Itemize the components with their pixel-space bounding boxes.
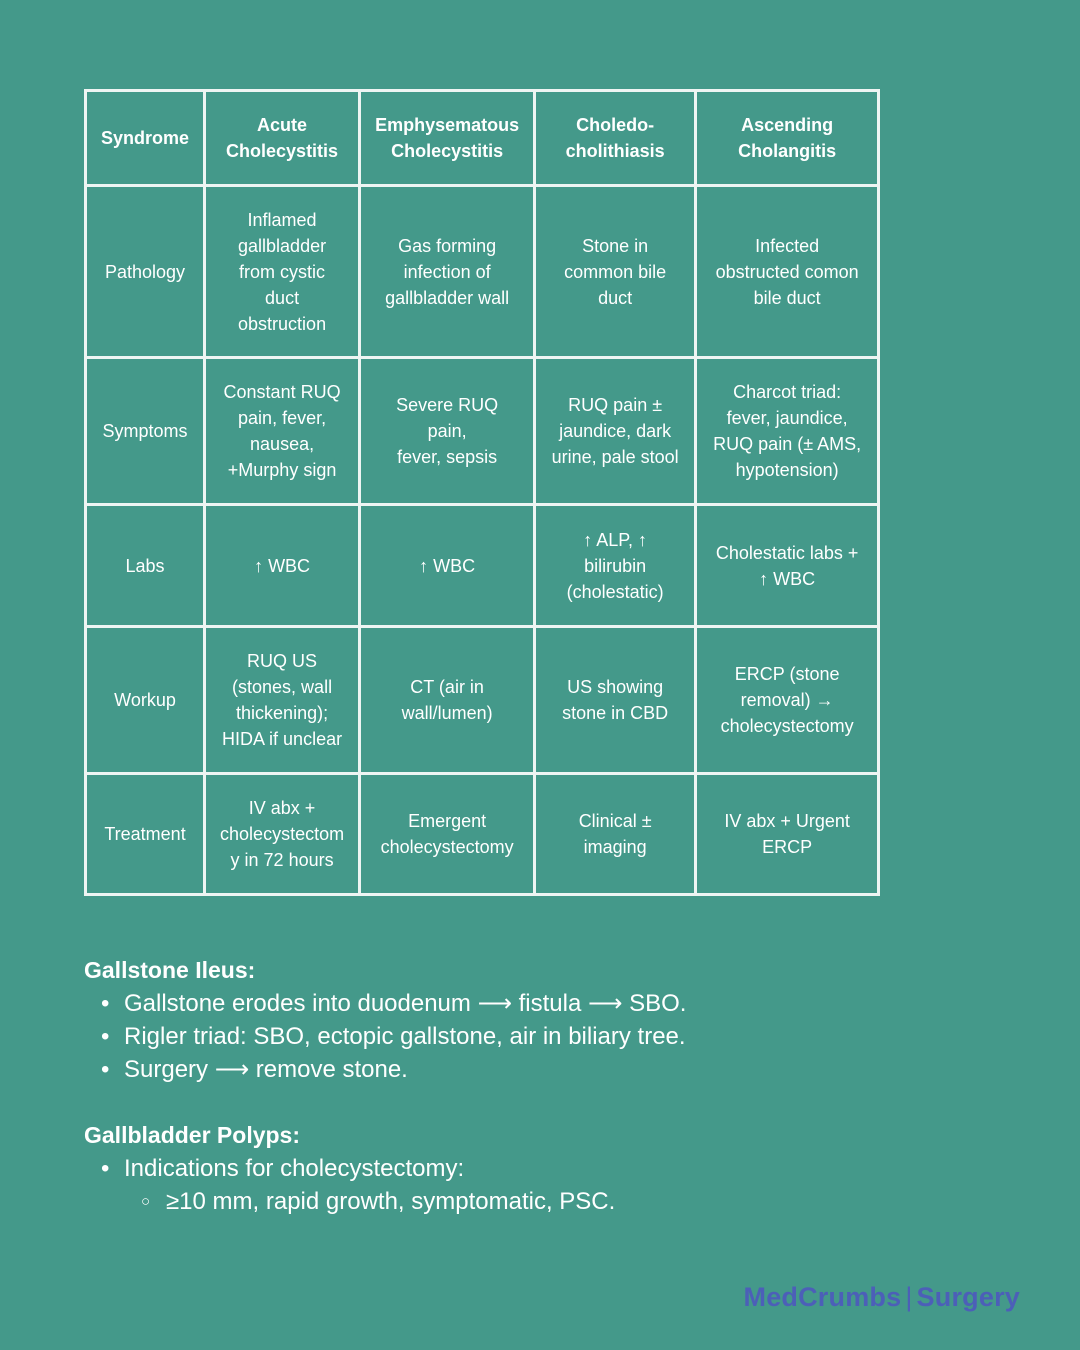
table-cell: RUQ pain ± jaundice, dark urine, pale stool	[535, 358, 696, 505]
header-cell-acute-cholecystitis: Acute Cholecystitis	[205, 91, 360, 186]
list-item: • Gallstone erodes into duodenum ⟶ fistula ⟶ SBO.	[84, 987, 1004, 1020]
gallbladder-polyps-title: Gallbladder Polyps:	[84, 1122, 300, 1148]
table-cell: Emergent cholecystectomy	[360, 774, 535, 895]
table-cell: Gas forming infection of gallbladder wall	[360, 186, 535, 358]
row-label: Symptoms	[86, 358, 205, 505]
gallstone-ileus-list	[84, 987, 1004, 1086]
brand-section: Surgery	[916, 1282, 1020, 1312]
row-label: Labs	[86, 505, 205, 627]
table-cell: ↑ WBC	[205, 505, 360, 627]
table-cell: ↑ ALP, ↑ bilirubin (cholestatic)	[535, 505, 696, 627]
table-cell: ↑ WBC	[360, 505, 535, 627]
table-row-treatment	[86, 774, 879, 895]
gallbladder-polyps-list	[84, 1152, 1004, 1185]
gallbladder-polyps-sublist	[84, 1185, 1004, 1218]
brand-name: MedCrumbs	[743, 1282, 902, 1312]
row-label: Workup	[86, 627, 205, 774]
row-label: Pathology	[86, 186, 205, 358]
table-cell: Inflamed gallbladder from cystic duct obstruction	[205, 186, 360, 358]
header-cell-syndrome: Syndrome	[86, 91, 205, 186]
list-item: • Surgery ⟶ remove stone.	[84, 1053, 1004, 1086]
table-cell: US showing stone in CBD	[535, 627, 696, 774]
table-row-symptoms	[86, 358, 879, 505]
brand-separator: |	[905, 1282, 913, 1312]
table-cell: Constant RUQ pain, fever, nausea, +Murphy sign	[205, 358, 360, 505]
table-cell: IV abx + Urgent ERCP	[696, 774, 879, 895]
row-label: Treatment	[86, 774, 205, 895]
table-row-labs	[86, 505, 879, 627]
notes-section	[84, 954, 1004, 1218]
table-cell: Cholestatic labs + ↑ WBC	[696, 505, 879, 627]
table-cell: CT (air in wall/lumen)	[360, 627, 535, 774]
header-cell-ascending-cholangitis: Ascending Cholangitis	[696, 91, 879, 186]
list-item: • Rigler triad: SBO, ectopic gallstone, air in biliary tree.	[84, 1020, 1004, 1053]
table-cell: RUQ US (stones, wall thickening); HIDA if unclear	[205, 627, 360, 774]
sub-list-item: ○ ≥10 mm, rapid growth, symptomatic, PSC.	[84, 1185, 1004, 1218]
header-row	[86, 91, 879, 186]
brand-logo	[744, 1282, 1021, 1313]
table-cell: IV abx + cholecystectom y in 72 hours	[205, 774, 360, 895]
table-cell: Clinical ± imaging	[535, 774, 696, 895]
syndrome-comparison-table	[84, 89, 880, 896]
table-cell: ERCP (stone removal) → cholecystectomy	[696, 627, 879, 774]
list-item: • Indications for cholecystectomy:	[84, 1152, 1004, 1185]
header-cell-emphysematous-cholecystitis: Emphysematous Cholecystitis	[360, 91, 535, 186]
table-cell: Charcot triad: fever, jaundice, RUQ pain (± AMS, hypotension)	[696, 358, 879, 505]
table-row-pathology	[86, 186, 879, 358]
table-cell: Severe RUQ pain, fever, sepsis	[360, 358, 535, 505]
comparison-grid	[84, 89, 880, 896]
table-row-workup	[86, 627, 879, 774]
gallstone-ileus-title: Gallstone Ileus:	[84, 957, 256, 983]
table-cell: Infected obstructed comon bile duct	[696, 186, 879, 358]
header-cell-choledocholithiasis: Choledo- cholithiasis	[535, 91, 696, 186]
table-cell: Stone in common bile duct	[535, 186, 696, 358]
